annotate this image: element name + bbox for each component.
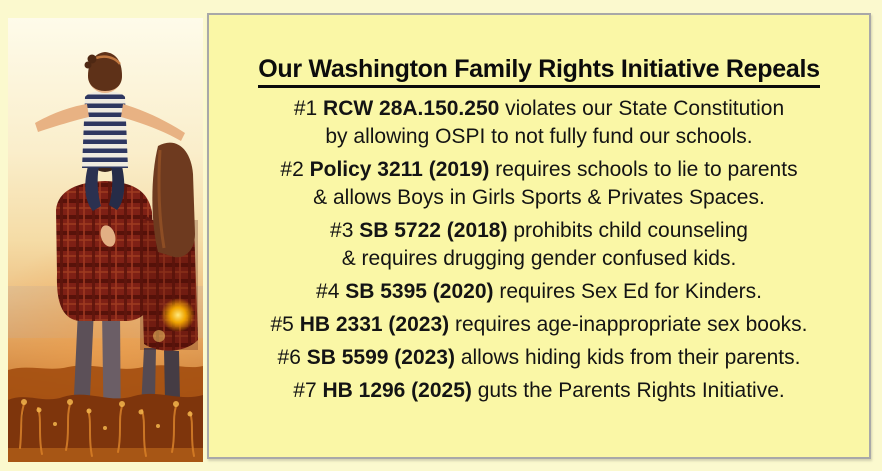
bill-name: SB 5395 (2020) (345, 280, 494, 303)
bill-name: SB 5722 (2018) (359, 219, 508, 242)
bill-name: Policy 3211 (2019) (309, 158, 490, 181)
repeal-item (215, 217, 863, 273)
bill-name: HB 2331 (2023) (299, 313, 450, 336)
panel-title-text: Our Washington Family Rights Initiative Repeals (258, 55, 819, 88)
grass-field-front (8, 394, 203, 462)
lens-flare (161, 298, 195, 332)
repeal-number: #3 (330, 219, 360, 242)
repeal-item (215, 344, 863, 372)
repeal-number: #7 (293, 379, 323, 402)
bill-name: HB 1296 (2025) (322, 379, 472, 402)
repeal-description: requires schools to lie to parents (489, 158, 798, 181)
repeal-item (215, 311, 863, 339)
repeal-number: #1 (293, 97, 324, 120)
repeal-description: allows hiding kids from their parents. (454, 346, 801, 369)
repeal-description: requires age-inappropriate sex books. (449, 313, 808, 336)
repeal-description: violates our State Constitution (499, 97, 785, 120)
bill-name: RCW 28A.150.250 (323, 97, 500, 120)
repeal-number: #6 (277, 346, 307, 369)
repeal-item (215, 95, 863, 151)
bill-name: SB 5599 (2023) (306, 346, 455, 369)
family-photo (8, 18, 203, 462)
repeal-description: requires Sex Ed for Kinders. (493, 280, 762, 303)
repeal-description: prohibits child counseling (507, 219, 748, 242)
panel-title (219, 55, 859, 84)
repeals-list (209, 95, 869, 405)
repeal-number: #5 (270, 313, 300, 336)
repeal-item (215, 377, 863, 405)
repeal-description-line2: & allows Boys in Girls Sports & Privates Spaces. (313, 186, 765, 209)
repeals-panel (207, 13, 871, 459)
repeal-number: #2 (280, 158, 310, 181)
repeal-description-line2: by allowing OSPI to not fully fund our schools. (325, 125, 753, 148)
repeal-number: #4 (316, 280, 346, 303)
repeal-item (215, 156, 863, 212)
repeal-description-line2: & requires drugging gender confused kids. (341, 247, 737, 270)
family-photo-illustration (8, 18, 203, 462)
repeal-item (215, 278, 863, 306)
repeal-description: guts the Parents Rights Initiative. (471, 379, 785, 402)
